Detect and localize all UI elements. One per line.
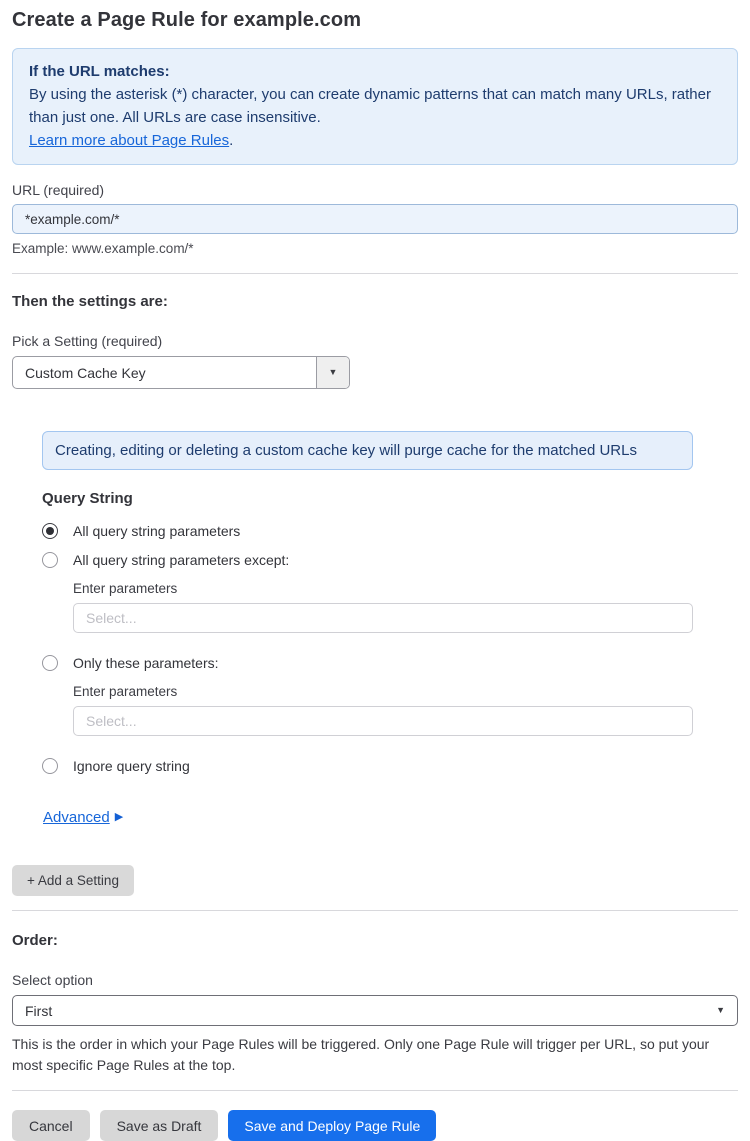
cache-purge-notice: Creating, editing or deleting a custom cache key will purge cache for the matched URLs — [42, 431, 693, 470]
radio-label[interactable]: All query string parameters except: — [73, 552, 290, 568]
order-select-label: Select option — [12, 972, 93, 988]
setting-select-arrow-box[interactable] — [316, 357, 349, 388]
radio-row-all-except[interactable] — [42, 552, 738, 568]
chevron-down-icon: ▼ — [328, 367, 338, 377]
divider — [12, 1090, 738, 1091]
enter-parameters-label: Enter parameters — [73, 684, 178, 699]
divider — [12, 273, 738, 274]
radio-label[interactable]: All query string parameters — [73, 523, 241, 539]
setting-select-value: Custom Cache Key — [25, 364, 146, 381]
setting-select[interactable] — [12, 356, 350, 389]
advanced-toggle[interactable] — [43, 809, 123, 826]
only-parameters-field — [73, 684, 738, 736]
setting-picker-label: Pick a Setting (required) — [12, 333, 163, 349]
chevron-right-icon: ▶ — [114, 811, 124, 823]
page-title: Create a Page Rule for example.com — [12, 9, 362, 31]
divider — [12, 910, 738, 911]
save-draft-button[interactable]: Save as Draft — [100, 1110, 219, 1141]
url-field-label: URL (required) — [12, 182, 105, 198]
radio-row-only-these[interactable] — [42, 655, 738, 671]
info-box-body: By using the asterisk (*) character, you can create dynamic patterns that can match many URLs, rather than just one. All URLs are case insensitive. — [29, 86, 711, 126]
radio-label[interactable]: Ignore query string — [73, 758, 190, 774]
order-heading: Order: — [12, 932, 58, 949]
settings-heading: Then the settings are: — [12, 293, 168, 310]
save-deploy-button[interactable]: Save and Deploy Page Rule — [228, 1110, 436, 1141]
order-select[interactable] — [12, 995, 738, 1026]
advanced-label[interactable]: Advanced — [43, 809, 110, 826]
chevron-down-icon: ▼ — [716, 1005, 725, 1015]
radio-row-ignore-qs[interactable] — [42, 758, 738, 774]
footer-actions — [12, 1110, 738, 1141]
cancel-button[interactable]: Cancel — [12, 1110, 90, 1141]
info-box-heading: If the URL matches: — [29, 63, 170, 80]
query-string-section — [42, 490, 738, 827]
order-help-text: This is the order in which your Page Rules will be triggered. Only one Page Rule will trigger per URL, so put your most specific Page Rules at the top. — [12, 1036, 710, 1073]
except-parameters-field — [73, 581, 738, 633]
learn-more-link[interactable]: Learn more about Page Rules — [29, 132, 230, 149]
radio-button[interactable] — [42, 655, 58, 671]
radio-label[interactable]: Only these parameters: — [73, 655, 219, 671]
url-match-info-box — [12, 48, 738, 165]
radio-row-all-params[interactable] — [42, 523, 738, 539]
info-box-link-line — [29, 129, 721, 152]
radio-button[interactable] — [42, 523, 58, 539]
except-parameters-input[interactable] — [73, 603, 693, 633]
url-example-text: Example: www.example.com/* — [12, 241, 194, 256]
link-suffix: . — [229, 132, 234, 149]
order-select-value: First — [25, 1002, 53, 1019]
query-string-heading: Query String — [42, 490, 133, 507]
enter-parameters-label: Enter parameters — [73, 581, 178, 596]
only-parameters-input[interactable] — [73, 706, 693, 736]
radio-button[interactable] — [42, 552, 58, 568]
radio-button[interactable] — [42, 758, 58, 774]
add-setting-button[interactable]: + Add a Setting — [12, 865, 134, 896]
url-input[interactable] — [12, 204, 738, 234]
